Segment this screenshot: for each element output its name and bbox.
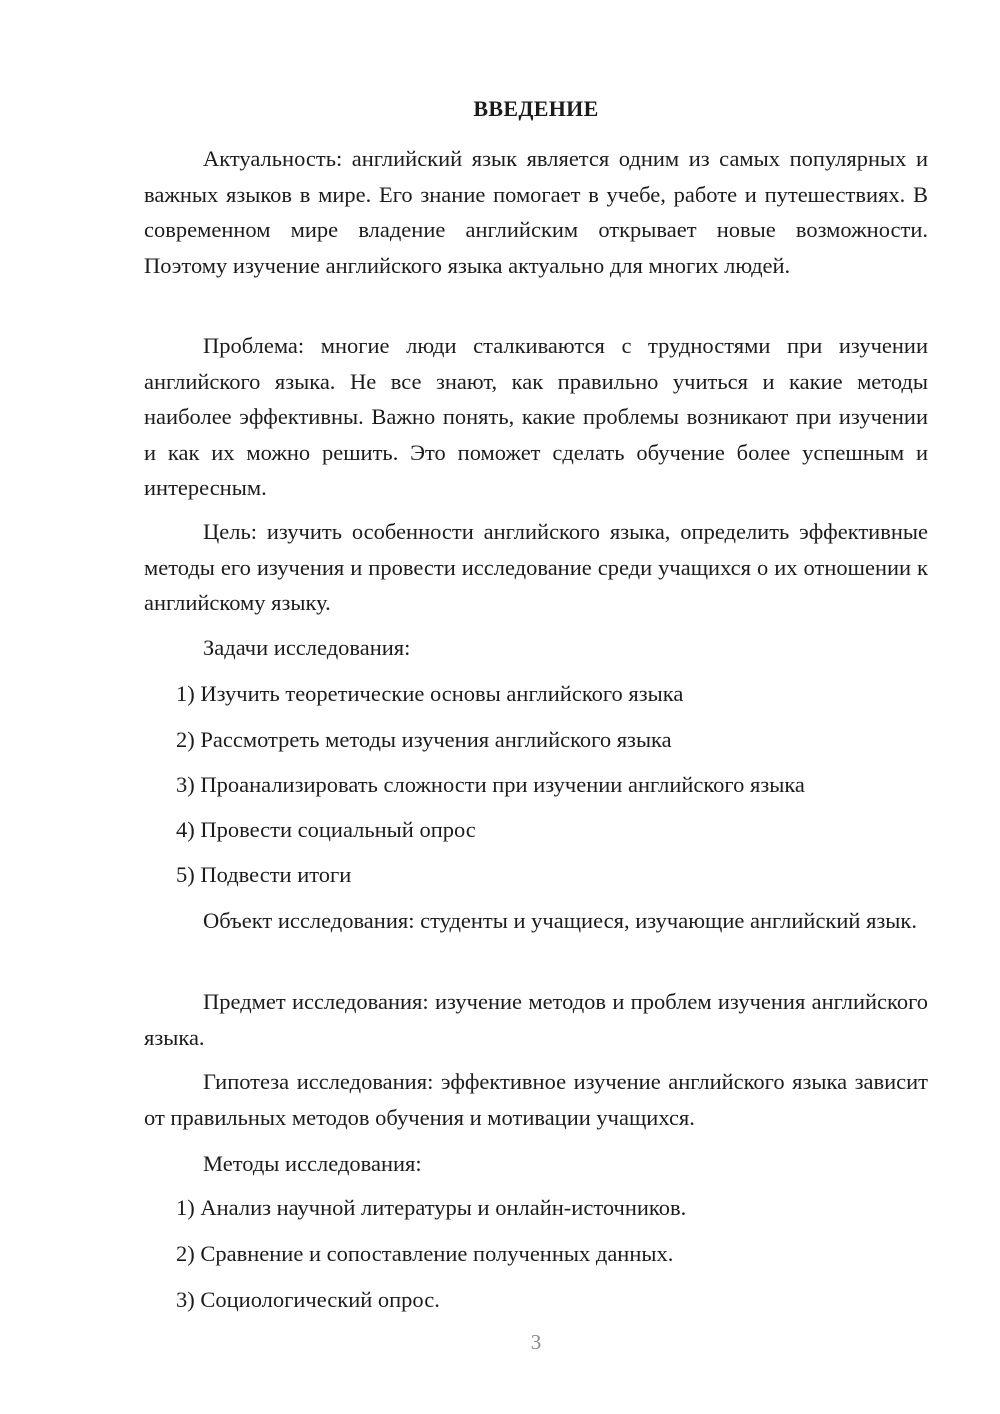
task-item: 3) Проанализировать сложности при изучении английского языка — [176, 772, 805, 797]
method-item: 2) Сравнение и сопоставление полученных данных. — [176, 1241, 674, 1266]
relevance-paragraph: Актуальность: английский язык является одним из самых популярных и важных языков в мире. Его знание помогает в учебе, работе и путешествиях. В современном мире владение английским открывает новые возможности. Поэтому изучение английского языка актуально для многих людей. — [144, 146, 928, 278]
method-item: 3) Социологический опрос. — [176, 1287, 440, 1312]
object-paragraph: Объект исследования: студенты и учащиеся, изучающие английский язык. — [203, 908, 917, 933]
task-item: 5) Подвести итоги — [176, 862, 352, 887]
subject-paragraph: Предмет исследования: изучение методов и проблем изучения английского языка. — [144, 989, 928, 1050]
page-number: 3 — [530, 1330, 542, 1354]
task-item: 1) Изучить теоретические основы английского языка — [176, 681, 684, 706]
task-item: 4) Провести социальный опрос — [176, 817, 476, 842]
task-item: 2) Рассмотреть методы изучения английского языка — [176, 727, 672, 752]
methods-title: Методы исследования: — [203, 1151, 422, 1176]
problem-paragraph: Проблема: многие люди сталкиваются с трудностями при изучении английского языка. Не все знают, как правильно учиться и какие методы наиболее эффективны. Важно понять, какие проблемы возникают при изучении и как их можно решить. Это поможет сделать обучение более успешным и интересным. — [144, 333, 928, 500]
method-item: 1) Анализ научной литературы и онлайн-источников. — [176, 1195, 687, 1220]
hypothesis-paragraph: Гипотеза исследования: эффективное изучение английского языка зависит от правильных методов обучения и мотивации учащихся. — [144, 1069, 928, 1130]
goal-paragraph: Цель: изучить особенности английского языка, определить эффективные методы его изучения и провести исследование среди учащихся о их отношении к английскому языку. — [144, 519, 928, 615]
tasks-title: Задачи исследования: — [203, 635, 411, 660]
section-heading: ВВЕДЕНИЕ — [473, 96, 599, 121]
